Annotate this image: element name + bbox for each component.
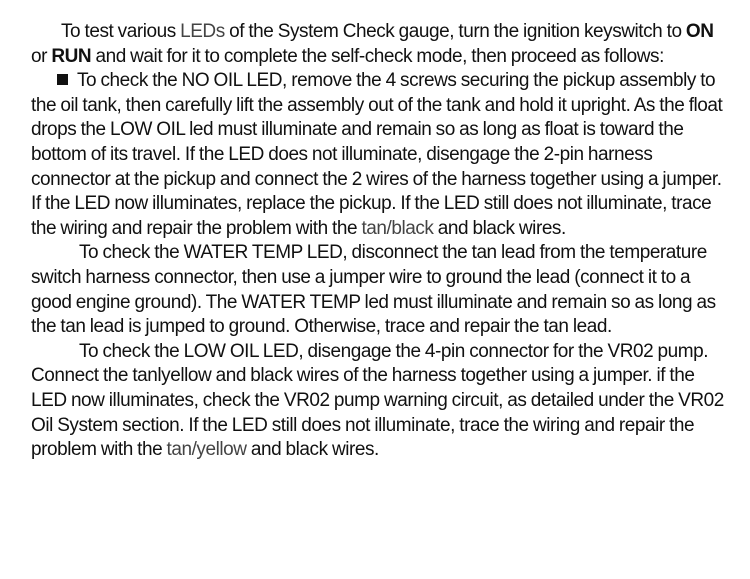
intro-text-3: and wait for it to complete the self-check mode, then proceed as follows:	[91, 45, 664, 67]
no-oil-text-1: To check the NO OIL LED, remove the 4 screws securing the pickup assembly to the oil tank, then carefully lift the assembly out of the tank and hold it upright. As the float drops the LOW OIL led must illuminate and remain so as long as float is toward the bottom of its travel. If the LED does not illuminate, disengage the 2-pin harness connector at the pickup and connect the 2 wires of the harness together using a jumper. If the LED now illuminates, replace the pickup. If the LED still does not illuminate, trace the wiring and repair the problem with the	[31, 70, 723, 239]
tan-black-wire-term: tan/black	[361, 217, 434, 239]
low-oil-led-paragraph	[31, 340, 731, 463]
low-oil-text-2: and black wires.	[246, 439, 379, 461]
intro-or: or	[31, 45, 52, 67]
bullet-square-icon	[57, 74, 68, 85]
manual-page	[31, 20, 731, 463]
tan-yellow-wire-term: tan/yellow	[166, 439, 247, 461]
intro-text-2: of the System Check gauge, turn the ignition keyswitch to	[224, 21, 686, 42]
intro-text-1: To test various	[61, 21, 181, 42]
leds-term: LEDs	[180, 21, 225, 42]
run-keyword: RUN	[51, 45, 92, 67]
on-keyword: ON	[685, 21, 714, 42]
intro-paragraph	[31, 20, 731, 69]
water-temp-led-paragraph	[31, 241, 731, 339]
no-oil-text-2: and black wires.	[433, 217, 566, 239]
no-oil-led-paragraph	[31, 69, 731, 241]
water-temp-text: To check the WATER TEMP LED, disconnect the tan lead from the temperature switch harness connector, then use a jumper wire to ground the lead (connect it to a good engine ground). The WATER TEMP led must illuminate and remain so as long as the tan lead is jumped to ground. Otherwise, trace and repair the tan lead.	[31, 242, 716, 338]
low-oil-text-1: To check the LOW OIL LED, disengage the 4-pin connector for the VR02 pump. Connect the tanlyellow and black wires of the harness together using a jumper. if the LED now illuminates, check the VR02 pump warning circuit, as detailed under the VR02 Oil System section. If the LED still does not illuminate, trace the wiring and repair the problem with the	[31, 340, 724, 461]
